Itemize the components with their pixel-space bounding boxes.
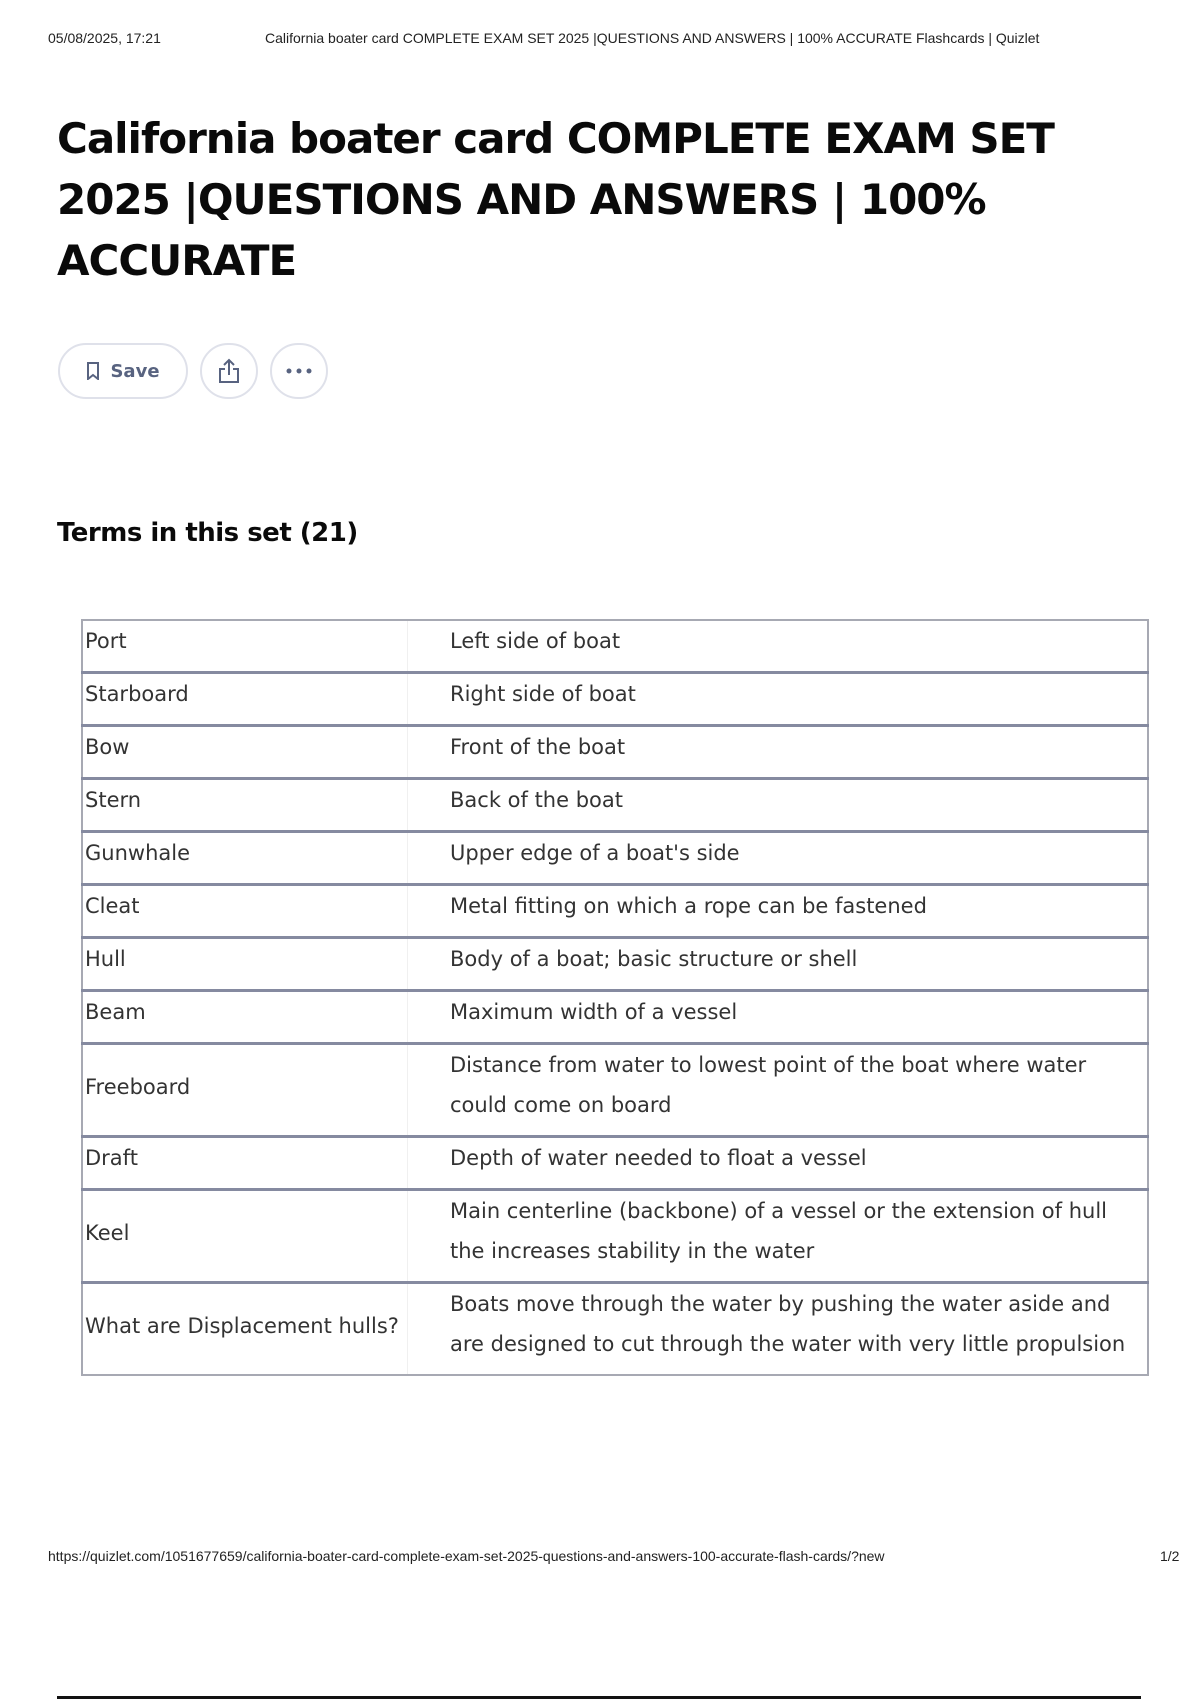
action-bar [58,343,328,399]
table-row [82,1283,1148,1376]
term-cell: Stern [82,779,408,832]
bookmark-icon [86,362,100,380]
save-label: Save [110,360,160,382]
term-cell: Draft [82,1137,408,1190]
table-row [82,1137,1148,1190]
table-row [82,1190,1148,1283]
table-row [82,620,1148,673]
table-row [82,1044,1148,1137]
table-row [82,779,1148,832]
definition-cell: Back of the boat [450,788,623,812]
term-cell: Beam [82,991,408,1044]
term-cell: Freeboard [82,1044,408,1137]
term-cell: Bow [82,726,408,779]
definition-cell: Metal fitting on which a rope can be fastened [450,894,927,918]
terms-table [81,619,1149,1376]
table-row [82,991,1148,1044]
table-row [82,726,1148,779]
term-cell: Cleat [82,885,408,938]
page-number: 1/2 [1160,1548,1180,1564]
definition-cell: Main centerline (backbone) of a vessel or the extension of hull the increases stability in the water [450,1199,1107,1263]
definition-cell: Right side of boat [450,682,636,706]
definition-cell: Distance from water to lowest point of the boat where water could come on board [450,1053,1087,1117]
divider [57,1696,1141,1699]
print-datetime: 05/08/2025, 17:21 [48,30,161,46]
save-button[interactable] [58,343,188,399]
more-button[interactable] [270,343,328,399]
page-title: California boater card COMPLETE EXAM SET 2025 |QUESTIONS AND ANSWERS | 100% ACCURATE [57,114,1054,285]
table-row [82,885,1148,938]
definition-cell: Upper edge of a boat's side [450,841,740,865]
definition-cell: Front of the boat [450,735,626,759]
term-cell: Keel [82,1190,408,1283]
share-button[interactable] [200,343,258,399]
term-cell: Port [82,620,408,673]
more-icon [286,368,312,374]
print-url: https://quizlet.com/1051677659/california-boater-card-complete-exam-set-2025-questions-and-answers-100-accurate-flash-cards/?new [48,1548,885,1564]
definition-cell: Body of a boat; basic structure or shell [450,947,858,971]
table-row [82,832,1148,885]
definition-cell: Depth of water needed to float a vessel [450,1146,867,1170]
definition-cell: Boats move through the water by pushing the water aside and are designed to cut through the water with very little propulsion [450,1292,1126,1356]
print-doc-title: California boater card COMPLETE EXAM SET 2025 |QUESTIONS AND ANSWERS | 100% ACCURATE Flashcards | Quizlet [265,30,1040,46]
table-row [82,673,1148,726]
definition-cell: Maximum width of a vessel [450,1000,738,1024]
definition-cell: Left side of boat [450,629,621,653]
term-cell: Starboard [82,673,408,726]
table-row [82,938,1148,991]
term-cell: Gunwhale [82,832,408,885]
share-icon [217,357,241,385]
term-cell: Hull [82,938,408,991]
term-cell: What are Displacement hulls? [82,1283,408,1376]
terms-heading: Terms in this set (21) [57,518,358,548]
